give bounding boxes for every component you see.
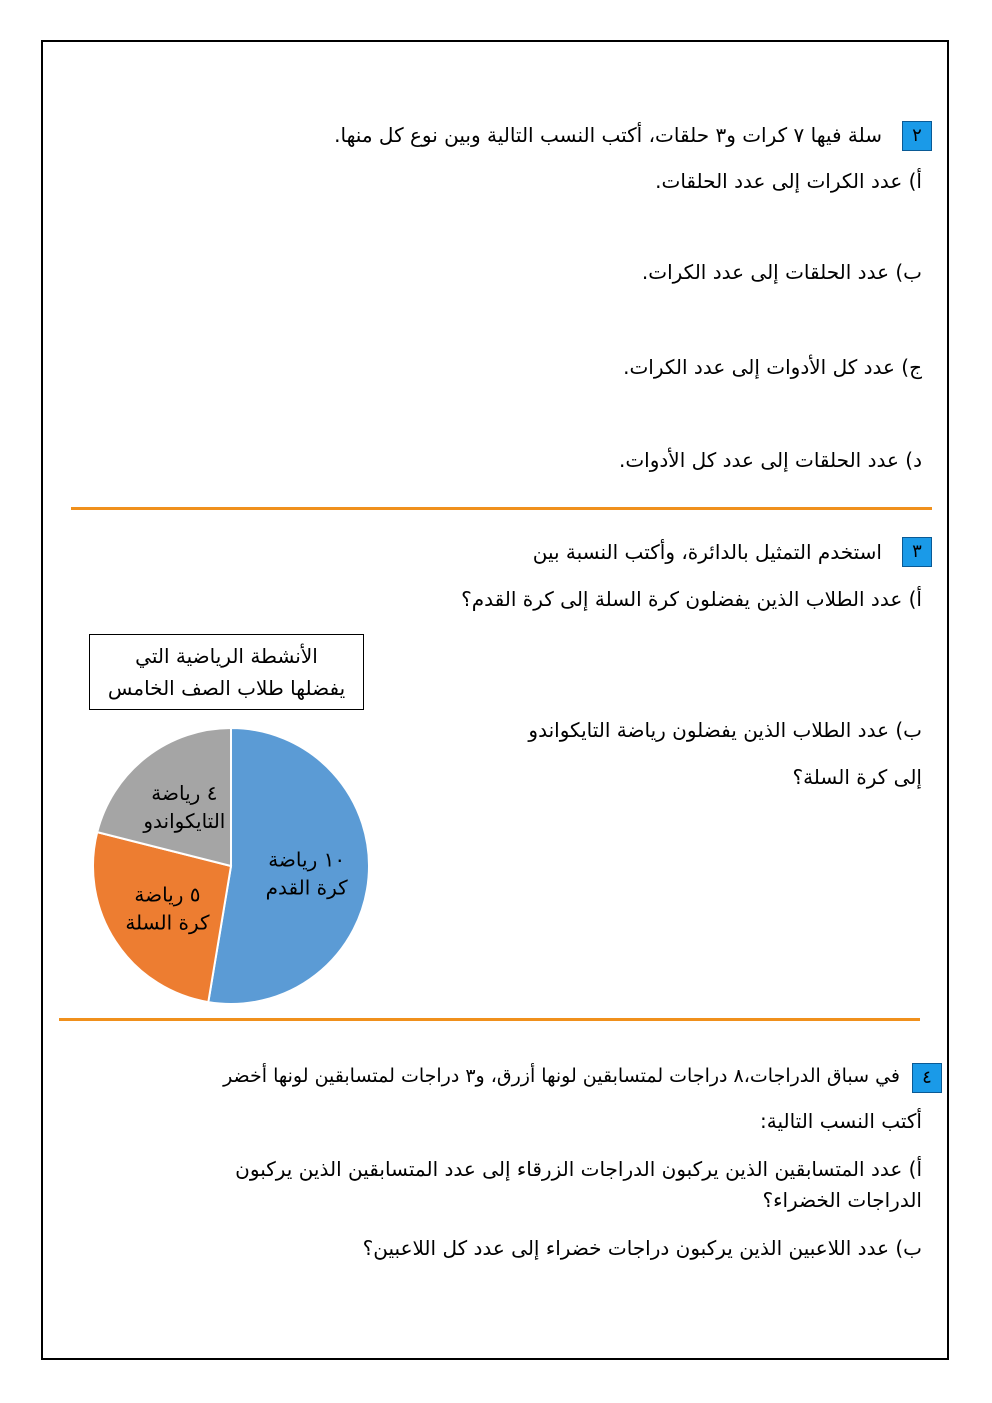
slice-taekwondo-label-line: ٤ رياضة <box>151 781 218 806</box>
q3-item-a: أ) عدد الطلاب الذين يفضلون كرة السلة إلى كرة القدم؟ <box>461 587 922 611</box>
q2-item-b: ب) عدد الحلقات إلى عدد الكرات. <box>641 260 922 284</box>
q2-item-c: ج) عدد كل الأدوات إلى عدد الكرات. <box>623 355 922 379</box>
q3-item-b-line1: ب) عدد الطلاب الذين يفضلون رياضة التايكواندو <box>528 718 922 742</box>
q4-item-a-line2: الدراجات الخضراء؟ <box>762 1188 922 1212</box>
pie-chart <box>81 716 381 1016</box>
q2-stem: سلة فيها ٧ كرات و٣ حلقات، أكتب النسب التالية وبين نوع كل منها. <box>334 123 882 147</box>
q2-item-a: أ) عدد الكرات إلى عدد الحلقات. <box>655 169 922 193</box>
q3-stem: استخدم التمثيل بالدائرة، وأكتب النسبة بين <box>532 540 882 564</box>
question-number-4: ٤ <box>912 1063 942 1093</box>
slice-football-label-line: ١٠ رياضة <box>268 847 346 872</box>
chart-title-line-1: الأنشطة الرياضية التي <box>135 644 318 668</box>
q4-instruction: أكتب النسب التالية: <box>759 1109 922 1133</box>
chart-title-line-2: يفضلها طلاب الصف الخامس <box>107 676 346 700</box>
q2-item-d: د) عدد الحلقات إلى عدد كل الأدوات. <box>618 448 922 472</box>
q3-item-b-line2: إلى كرة السلة؟ <box>792 765 922 789</box>
q4-stem: في سباق الدراجات،٨ دراجات لمتسابقين لونها أزرق، و٣ دراجات لمتسابقين لونها أخضر <box>223 1065 900 1087</box>
q4-item-b: ب) عدد اللاعبين الذين يركبون دراجات خضراء إلى عدد كل اللاعبين؟ <box>362 1236 922 1260</box>
slice-taekwondo-label-line: التايكواندو <box>143 809 226 834</box>
q4-item-a-line1: أ) عدد المتسابقين الذين يركبون الدراجات الزرقاء إلى عدد المتسابقين الذين يركبون <box>235 1157 922 1181</box>
slice-basketball-label-line: كرة السلة <box>125 910 210 935</box>
divider-2 <box>59 1018 920 1021</box>
divider-1 <box>71 507 932 510</box>
chart-title-box <box>89 634 364 710</box>
question-number-3: ٣ <box>902 537 932 567</box>
slice-basketball-label-line: ٥ رياضة <box>134 882 201 907</box>
slice-football-label-line: كرة القدم <box>265 875 348 900</box>
question-number-2: ٢ <box>902 121 932 151</box>
